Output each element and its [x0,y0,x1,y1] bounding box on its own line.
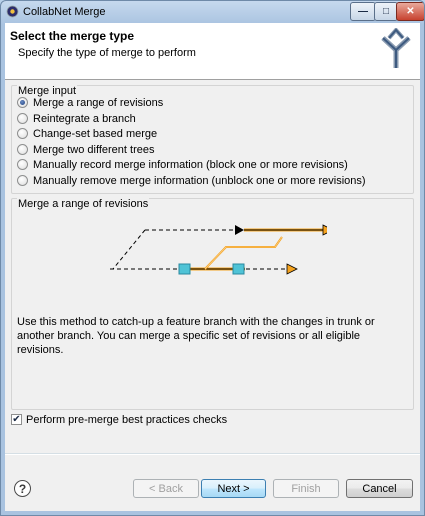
minimize-button[interactable] [350,2,376,21]
close-icon: ✕ [406,6,415,17]
help-button[interactable] [14,480,31,497]
merge-input-group [11,85,414,194]
premerge-check-label: Perform pre-merge best practices checks [26,413,228,426]
footer-divider [5,453,420,455]
window-title: CollabNet Merge [23,6,106,18]
merge-detail-label: Merge a range of revisions [18,198,149,210]
radio-record-merge-info[interactable] [17,159,28,170]
merge-input-label: Merge input [18,85,77,97]
wizard-header [5,23,420,80]
close-button[interactable] [396,2,425,21]
option-remove-merge-info[interactable] [17,173,366,188]
option-label: Merge a range of revisions [33,96,164,109]
page-title: Select the merge type [10,29,135,43]
merge-method-description: Use this method to catch-up a feature branch with the changes in trunk or another branch. You can merge a specific set of revisions or all eligible revisions. [17,316,375,356]
premerge-check-option[interactable] [11,412,227,427]
minimize-icon: — [358,6,368,17]
title-bar[interactable] [1,1,424,23]
radio-reintegrate[interactable] [17,113,28,124]
option-merge-range[interactable] [17,95,163,110]
option-change-set[interactable] [17,126,157,141]
merge-wizard-icon [377,28,415,72]
merge-range-diagram [97,221,327,279]
cancel-button[interactable]: Cancel [346,479,413,498]
help-icon: ? [18,481,27,496]
finish-button[interactable]: Finish [273,479,339,498]
maximize-icon: □ [382,6,390,17]
option-label: Reintegrate a branch [33,112,136,125]
next-button[interactable]: Next > [201,479,266,498]
option-label: Manually remove merge information (unblock one or more revisions) [33,174,366,187]
radio-merge-range[interactable] [17,97,28,108]
premerge-checkbox[interactable] [11,414,22,425]
checkmark-icon: ✔ [12,413,21,425]
option-label: Manually record merge information (block one or more revisions) [33,158,348,171]
page-subtitle: Specify the type of merge to perform [18,47,196,59]
radio-remove-merge-info[interactable] [17,175,28,186]
back-button[interactable]: < Back [133,479,199,498]
maximize-button[interactable] [374,2,398,21]
collabnet-app-icon [6,5,19,18]
merge-detail-group [11,198,414,410]
option-label: Change-set based merge [33,127,158,140]
option-two-trees[interactable] [17,142,154,157]
radio-two-trees[interactable] [17,144,28,155]
option-label: Merge two different trees [33,143,155,156]
option-record-merge-info[interactable] [17,157,348,172]
dialog-client-area [5,23,420,511]
radio-change-set[interactable] [17,128,28,139]
option-reintegrate[interactable] [17,111,136,126]
